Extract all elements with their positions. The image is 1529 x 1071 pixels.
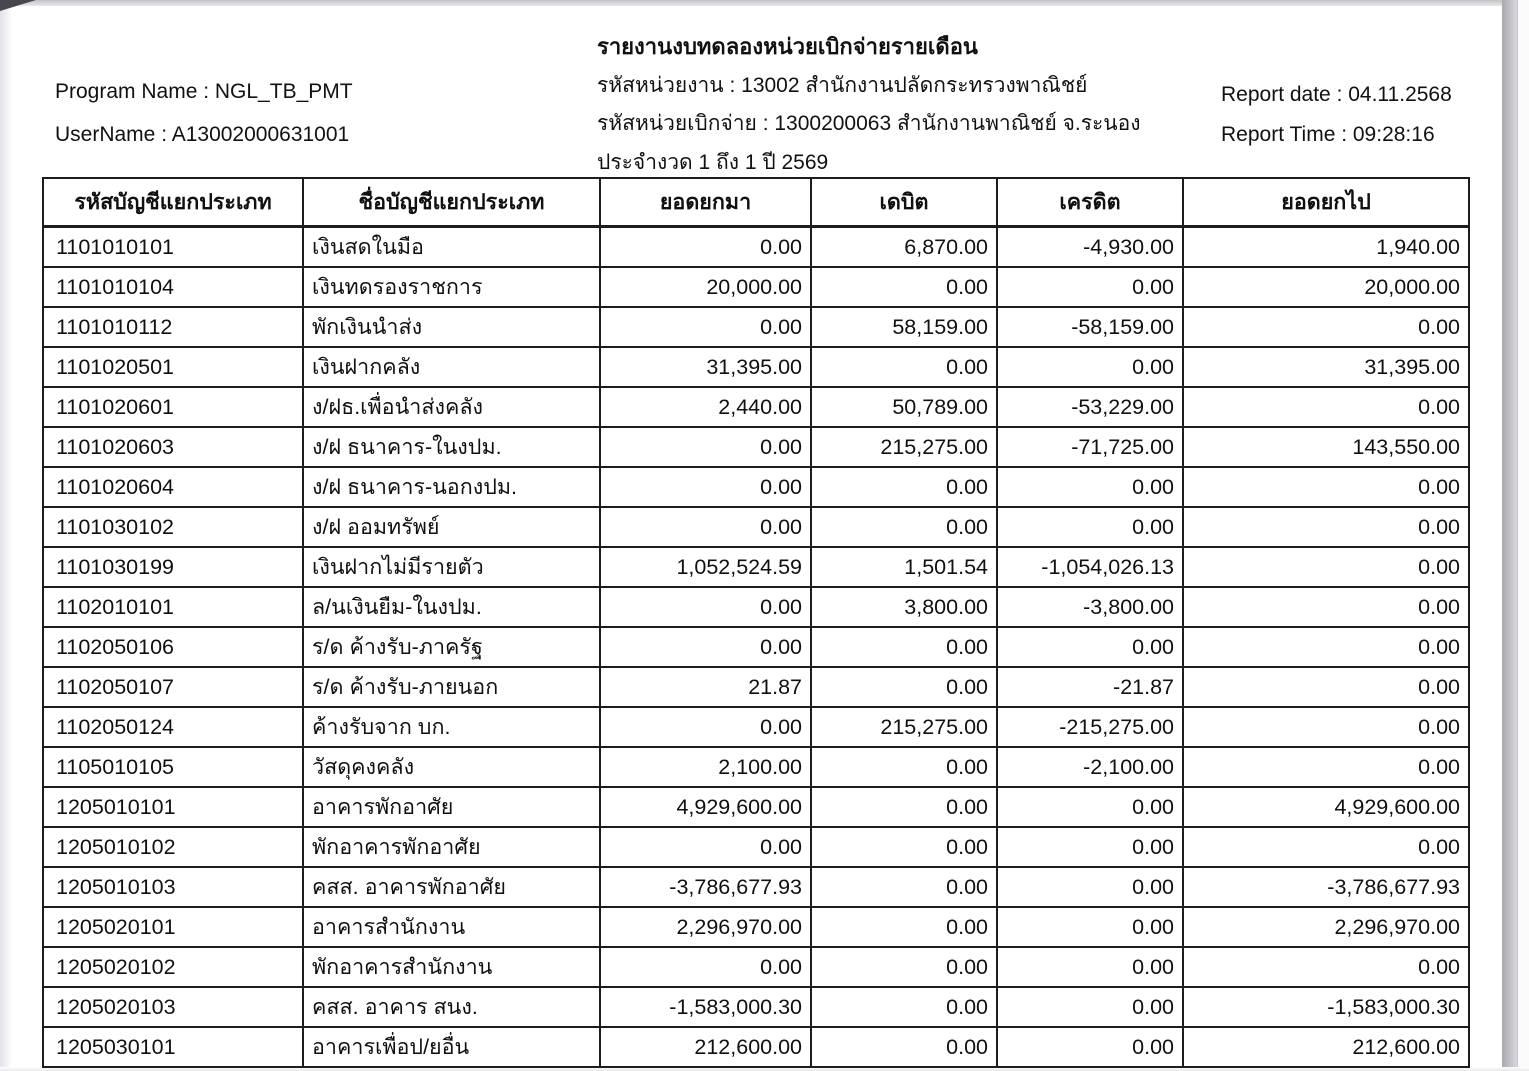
table-row <box>43 747 1469 787</box>
account-code-cell: 1102010101 <box>43 587 303 627</box>
balance-carried-forward-cell: 2,296,970.00 <box>1183 907 1469 947</box>
account-name-cell: เงินฝากไม่มีรายตัว <box>303 547 600 587</box>
balance-carried-forward-cell: 0.00 <box>1183 387 1469 427</box>
debit-cell: 0.00 <box>811 867 997 907</box>
table-row <box>43 267 1469 307</box>
account-code-cell: 1205020103 <box>43 987 303 1027</box>
table-row <box>43 507 1469 547</box>
program-name: Program Name : NGL_TB_PMT <box>55 80 353 103</box>
report-meta-right <box>1221 75 1452 155</box>
column-header-account-name: ชื่อบัญชีแยกประเภท <box>303 178 600 227</box>
balance-carried-forward-cell: 0.00 <box>1183 547 1469 587</box>
balance-carried-forward-cell: 0.00 <box>1183 747 1469 787</box>
account-code-cell: 1101020601 <box>43 387 303 427</box>
credit-cell: 0.00 <box>997 867 1183 907</box>
credit-cell: -21.87 <box>997 667 1183 707</box>
account-code-cell: 1101010112 <box>43 307 303 347</box>
account-name-cell: วัสดุคงคลัง <box>303 747 600 787</box>
balance-brought-forward-cell: 20,000.00 <box>600 267 811 307</box>
scan-left-edge <box>0 0 11 1071</box>
debit-cell: 50,789.00 <box>811 387 997 427</box>
account-code-cell: 1205020102 <box>43 947 303 987</box>
debit-cell: 0.00 <box>811 467 997 507</box>
account-code-cell: 1101030199 <box>43 547 303 587</box>
account-code-cell: 1205030101 <box>43 1027 303 1067</box>
balance-carried-forward-cell: 0.00 <box>1183 307 1469 347</box>
scan-right-edge <box>1502 0 1517 1071</box>
credit-cell: 0.00 <box>997 987 1183 1027</box>
balance-brought-forward-cell: 0.00 <box>600 467 811 507</box>
credit-cell: -4,930.00 <box>997 227 1183 268</box>
balance-brought-forward-cell: 0.00 <box>600 947 811 987</box>
debit-cell: 215,275.00 <box>811 707 997 747</box>
trial-balance-table <box>42 177 1470 1068</box>
balance-brought-forward-cell: 0.00 <box>600 827 811 867</box>
balance-brought-forward-cell: 0.00 <box>600 507 811 547</box>
balance-brought-forward-cell: 2,296,970.00 <box>600 907 811 947</box>
account-code-cell: 1101020604 <box>43 467 303 507</box>
debit-cell: 58,159.00 <box>811 307 997 347</box>
column-header-credit: เครดิต <box>997 178 1183 227</box>
debit-cell: 0.00 <box>811 827 997 867</box>
credit-cell: 0.00 <box>997 467 1183 507</box>
disbursement-unit-line: รหัสหน่วยเบิกจ่าย : 1300200063 สำนักงานพาณิชย์ จ.ระนอง <box>597 112 1141 135</box>
table-row <box>43 547 1469 587</box>
account-name-cell: ง/ฝ ธนาคาร-นอกงปม. <box>303 467 600 507</box>
credit-cell: -58,159.00 <box>997 307 1183 347</box>
period-line: ประจำงวด 1 ถึง 1 ปี 2569 <box>597 150 829 174</box>
credit-cell: 0.00 <box>997 507 1183 547</box>
report-time: Report Time : 09:28:16 <box>1221 123 1435 146</box>
balance-carried-forward-cell: 0.00 <box>1183 667 1469 707</box>
balance-brought-forward-cell: 0.00 <box>600 427 811 467</box>
balance-carried-forward-cell: 0.00 <box>1183 627 1469 667</box>
account-name-cell: ง/ฝ ออมทรัพย์ <box>303 507 600 547</box>
account-code-cell: 1205010102 <box>43 827 303 867</box>
account-code-cell: 1101010104 <box>43 267 303 307</box>
balance-brought-forward-cell: 0.00 <box>600 307 811 347</box>
credit-cell: -215,275.00 <box>997 707 1183 747</box>
table-row <box>43 387 1469 427</box>
credit-cell: -71,725.00 <box>997 427 1183 467</box>
debit-cell: 215,275.00 <box>811 427 997 467</box>
table-row <box>43 347 1469 387</box>
scan-right-page-sliver <box>1517 0 1529 1071</box>
account-name-cell: คสส. อาคาร สนง. <box>303 987 600 1027</box>
debit-cell: 0.00 <box>811 987 997 1027</box>
credit-cell: 0.00 <box>997 627 1183 667</box>
balance-brought-forward-cell: 0.00 <box>600 587 811 627</box>
account-name-cell: เงินสดในมือ <box>303 227 600 268</box>
account-code-cell: 1205020101 <box>43 907 303 947</box>
balance-brought-forward-cell: 31,395.00 <box>600 347 811 387</box>
balance-brought-forward-cell: 1,052,524.59 <box>600 547 811 587</box>
column-header-balance-brought-forward: ยอดยกมา <box>600 178 811 227</box>
account-name-cell: คสส. อาคารพักอาศัย <box>303 867 600 907</box>
account-name-cell: ร/ด ค้างรับ-ภายนอก <box>303 667 600 707</box>
account-code-cell: 1205010101 <box>43 787 303 827</box>
table-row <box>43 987 1469 1027</box>
balance-carried-forward-cell: 20,000.00 <box>1183 267 1469 307</box>
account-name-cell: อาคารเพื่อป/ยอื่น <box>303 1027 600 1067</box>
table-row <box>43 907 1469 947</box>
balance-brought-forward-cell: 212,600.00 <box>600 1027 811 1067</box>
debit-cell: 0.00 <box>811 1027 997 1067</box>
debit-cell: 0.00 <box>811 787 997 827</box>
credit-cell: 0.00 <box>997 827 1183 867</box>
balance-brought-forward-cell: 2,100.00 <box>600 747 811 787</box>
account-name-cell: อาคารพักอาศัย <box>303 787 600 827</box>
account-code-cell: 1102050106 <box>43 627 303 667</box>
account-code-cell: 1101030102 <box>43 507 303 547</box>
debit-cell: 3,800.00 <box>811 587 997 627</box>
debit-cell: 0.00 <box>811 947 997 987</box>
credit-cell: 0.00 <box>997 907 1183 947</box>
account-code-cell: 1101020501 <box>43 347 303 387</box>
table-body <box>43 227 1469 1068</box>
table-row <box>43 307 1469 347</box>
debit-cell: 0.00 <box>811 667 997 707</box>
debit-cell: 0.00 <box>811 267 997 307</box>
table-row <box>43 667 1469 707</box>
table-row <box>43 827 1469 867</box>
balance-carried-forward-cell: 0.00 <box>1183 507 1469 547</box>
account-code-cell: 1205010103 <box>43 867 303 907</box>
table-header-row <box>43 178 1469 227</box>
account-name-cell: อาคารสำนักงาน <box>303 907 600 947</box>
balance-carried-forward-cell: 31,395.00 <box>1183 347 1469 387</box>
credit-cell: -3,800.00 <box>997 587 1183 627</box>
account-name-cell: ค้างรับจาก บก. <box>303 707 600 747</box>
column-header-balance-carried-forward: ยอดยกไป <box>1183 178 1469 227</box>
balance-carried-forward-cell: 0.00 <box>1183 587 1469 627</box>
account-name-cell: พักเงินนำส่ง <box>303 307 600 347</box>
balance-carried-forward-cell: -3,786,677.93 <box>1183 867 1469 907</box>
balance-carried-forward-cell: 4,929,600.00 <box>1183 787 1469 827</box>
balance-carried-forward-cell: 143,550.00 <box>1183 427 1469 467</box>
credit-cell: 0.00 <box>997 787 1183 827</box>
table-row <box>43 707 1469 747</box>
account-name-cell: พักอาคารสำนักงาน <box>303 947 600 987</box>
table-row <box>43 227 1469 268</box>
account-name-cell: ง/ฝ ธนาคาร-ในงปม. <box>303 427 600 467</box>
column-header-debit: เดบิต <box>811 178 997 227</box>
table-row <box>43 467 1469 507</box>
column-header-account-code: รหัสบัญชีแยกประเภท <box>43 178 303 227</box>
balance-carried-forward-cell: 1,940.00 <box>1183 227 1469 268</box>
account-name-cell: เงินฝากคลัง <box>303 347 600 387</box>
balance-carried-forward-cell: 212,600.00 <box>1183 1027 1469 1067</box>
report-date: Report date : 04.11.2568 <box>1221 83 1452 106</box>
balance-brought-forward-cell: 2,440.00 <box>600 387 811 427</box>
account-code-cell: 1101010101 <box>43 227 303 268</box>
debit-cell: 0.00 <box>811 747 997 787</box>
account-code-cell: 1102050107 <box>43 667 303 707</box>
account-code-cell: 1102050124 <box>43 707 303 747</box>
credit-cell: 0.00 <box>997 347 1183 387</box>
debit-cell: 0.00 <box>811 507 997 547</box>
report-meta-left <box>55 70 353 156</box>
debit-cell: 6,870.00 <box>811 227 997 268</box>
agency-code-line: รหัสหน่วยงาน : 13002 สำนักงานปลัดกระทรวงพาณิชย์ <box>597 73 1088 97</box>
balance-brought-forward-cell: -3,786,677.93 <box>600 867 811 907</box>
balance-brought-forward-cell: -1,583,000.30 <box>600 987 811 1027</box>
debit-cell: 0.00 <box>811 347 997 387</box>
account-name-cell: เงินทดรองราชการ <box>303 267 600 307</box>
table-row <box>43 587 1469 627</box>
account-code-cell: 1101020603 <box>43 427 303 467</box>
balance-carried-forward-cell: 0.00 <box>1183 467 1469 507</box>
balance-brought-forward-cell: 21.87 <box>600 667 811 707</box>
credit-cell: -53,229.00 <box>997 387 1183 427</box>
credit-cell: 0.00 <box>997 267 1183 307</box>
debit-cell: 0.00 <box>811 907 997 947</box>
debit-cell: 1,501.54 <box>811 547 997 587</box>
table-row <box>43 947 1469 987</box>
credit-cell: 0.00 <box>997 1027 1183 1067</box>
balance-brought-forward-cell: 0.00 <box>600 707 811 747</box>
balance-carried-forward-cell: -1,583,000.30 <box>1183 987 1469 1027</box>
table-row <box>43 627 1469 667</box>
account-name-cell: ง/ฝธ.เพื่อนำส่งคลัง <box>303 387 600 427</box>
balance-brought-forward-cell: 4,929,600.00 <box>600 787 811 827</box>
user-name: UserName : A13002000631001 <box>55 123 350 146</box>
credit-cell: -2,100.00 <box>997 747 1183 787</box>
debit-cell: 0.00 <box>811 627 997 667</box>
report-meta-center <box>597 28 1141 182</box>
balance-brought-forward-cell: 0.00 <box>600 627 811 667</box>
account-code-cell: 1105010105 <box>43 747 303 787</box>
balance-brought-forward-cell: 0.00 <box>600 227 811 268</box>
balance-carried-forward-cell: 0.00 <box>1183 707 1469 747</box>
table-row <box>43 427 1469 467</box>
table-row <box>43 1027 1469 1067</box>
table-row <box>43 787 1469 827</box>
credit-cell: -1,054,026.13 <box>997 547 1183 587</box>
account-name-cell: ล/นเงินยืม-ในงปม. <box>303 587 600 627</box>
report-title: รายงานงบทดลองหน่วยเบิกจ่ายรายเดือน <box>597 34 978 59</box>
scan-top-edge <box>0 0 1529 6</box>
balance-carried-forward-cell: 0.00 <box>1183 947 1469 987</box>
credit-cell: 0.00 <box>997 947 1183 987</box>
balance-carried-forward-cell: 0.00 <box>1183 827 1469 867</box>
account-name-cell: พักอาคารพักอาศัย <box>303 827 600 867</box>
table-row <box>43 867 1469 907</box>
account-name-cell: ร/ด ค้างรับ-ภาครัฐ <box>303 627 600 667</box>
